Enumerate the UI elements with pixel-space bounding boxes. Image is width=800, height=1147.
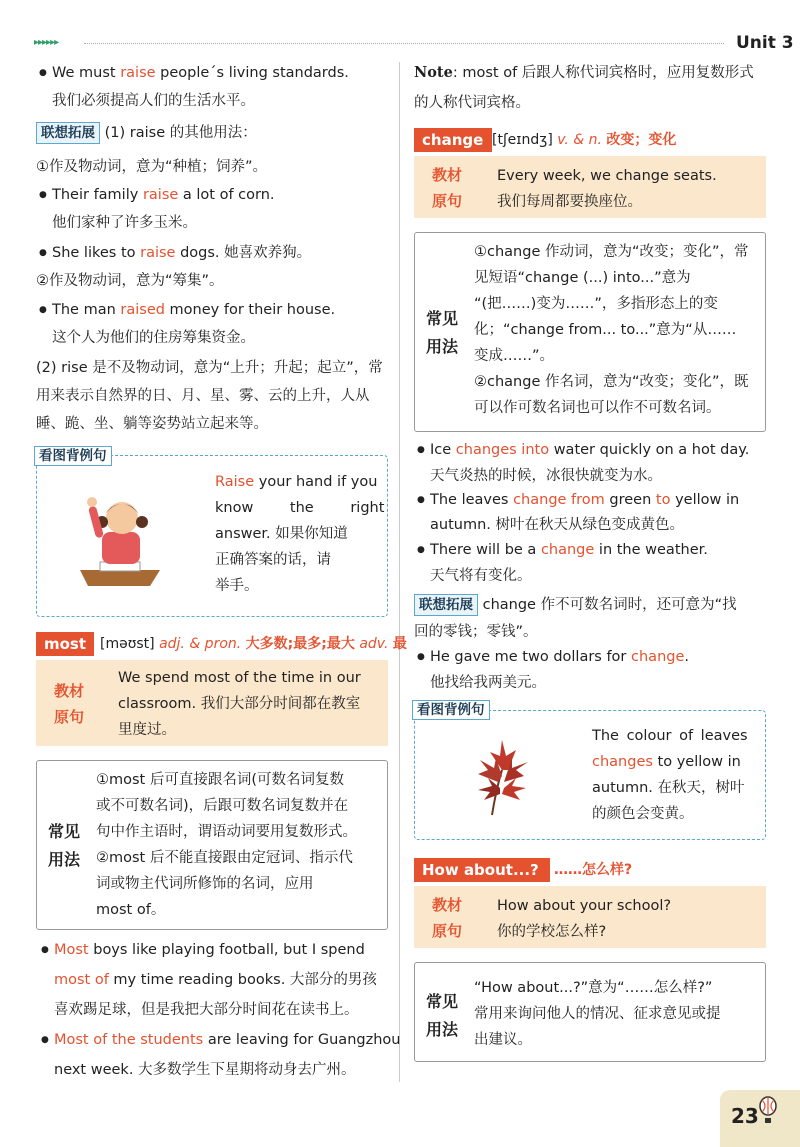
change-usage-4: 化；“change from... to...”意为“从…… (474, 322, 737, 338)
girl-raising-hand-illustration (70, 488, 170, 588)
usage-3-line1: (2) rise 是不及物动词，意为“上升；升起；起立”，常 (36, 360, 383, 376)
lianxiang-tag-2: 联想拓展 (414, 594, 478, 616)
picture-tag-1: 看图背例句 (34, 446, 112, 466)
change-usage-7: 可以作可数名词也可以作不可数名词。 (474, 400, 721, 416)
change-example-3: ● There will be a change in the weather. (430, 540, 708, 560)
example-money-cn: 这个人为他们的住房筹集资金。 (52, 330, 255, 346)
most-example-1a: ● Most boys like playing football, but I spend (54, 940, 365, 960)
howabout-jc-label1: 教材 (432, 896, 463, 914)
most-example-2a: ● Most of the students are leaving for Guangzhou (54, 1030, 400, 1050)
most-usage-3: 句中作主语时，谓语动词要用复数形式。 (96, 824, 357, 840)
example-corn: ● Their family raise a lot of corn. (52, 185, 275, 205)
change-definition: [tʃeɪndʒ] v. & n. 改变；变化 (492, 132, 677, 148)
picture-1-line4: 正确答案的话，请 (215, 552, 331, 568)
change-example-1-cn: 天气炎热的时候，冰很快就变为水。 (430, 468, 662, 484)
change-usage-1: ①change 作动词，意为“改变；变化”，常 (474, 244, 749, 260)
example-raise-cn: 我们必须提高人们的生活水平。 (52, 93, 255, 109)
change-example-2a: ● The leaves change from green to yellow in (430, 490, 739, 510)
most-orig-1: We spend most of the time in our (118, 670, 361, 686)
change-jc-label1: 教材 (432, 166, 463, 184)
page-number: 23 (731, 1104, 759, 1128)
most-cj-label1: 常见 (48, 822, 81, 841)
note: Note: most of 后跟人称代词宾格时，应用复数形式 (414, 64, 754, 81)
picture-tag-2: 看图背例句 (412, 700, 490, 720)
header-arrows: ▸▸▸▸▸▸ (34, 37, 59, 48)
example-corn-cn: 他们家种了许多玉米。 (52, 215, 197, 231)
picture-2-line4: 的颜色会变黄。 (592, 806, 694, 822)
change-orig-2: 我们每周都要换座位。 (497, 194, 642, 210)
usage-2: ②作及物动词，意为“筹集”。 (36, 273, 224, 289)
howabout-definition: ……怎么样? (554, 862, 633, 878)
most-orig-2: classroom. 我们大部分时间都在教室 (118, 696, 361, 712)
header-unit: Unit 3 (736, 33, 794, 53)
picture-1-line1: Raise your hand if you (215, 474, 378, 490)
change-usage-5: 变成……”。 (474, 348, 555, 364)
howabout-usage-1: “How about...?”意为“……怎么样?” (474, 980, 713, 996)
howabout-cj-label2: 用法 (426, 1020, 459, 1039)
most-usage-5: 词或物主代词所修饰的名词，应用 (96, 876, 314, 892)
howabout-jc-label2: 原句 (432, 922, 463, 940)
change-example-4: ● He gave me two dollars for change. (430, 647, 689, 667)
most-jc-label1: 教材 (54, 682, 85, 700)
lianxiang-1: 联想拓展 (1) raise 的其他用法： (36, 122, 257, 144)
most-definition: [məʊst] adj. & pron. 大多数;最多;最大 adv. 最 (100, 636, 407, 652)
most-usage-4: ②most 后不能直接跟由定冠词、指示代 (96, 850, 353, 866)
most-jc-label2: 原句 (54, 708, 85, 726)
usage-1: ①作及物动词，意为“种植；饲养”。 (36, 159, 268, 175)
header-rule (84, 43, 724, 44)
picture-2-line2: changes to yellow in (592, 754, 741, 770)
change-example-3-cn: 天气将有变化。 (430, 568, 532, 584)
change-example-4-cn: 他找给我两美元。 (430, 675, 546, 691)
howabout-orig-2: 你的学校怎么样? (497, 924, 607, 940)
change-cj-label1: 常见 (426, 309, 459, 328)
most-orig-3: 里度过。 (118, 722, 176, 738)
picture-1-line5: 举手。 (215, 578, 259, 594)
picture-2-line1: The colour of leaves (592, 728, 748, 744)
example-raise: ● We must raise people´s living standards. (52, 63, 349, 83)
example-dogs: ● She likes to raise dogs. 她喜欢养狗。 (52, 243, 311, 263)
howabout-usage-2: 常用来询问他人的情况、征求意见或提 (474, 1006, 721, 1022)
most-usage-6: most of。 (96, 902, 166, 918)
change-lianxiang: 联想拓展 change 作不可数名词时，还可意为“找 (414, 594, 737, 616)
picture-1-line3: answer. 如果你知道 (215, 526, 348, 542)
change-jc-label2: 原句 (432, 192, 463, 210)
howabout-orig-1: How about your school? (497, 898, 672, 914)
usage-3-line3: 睡、跪、坐、躺等姿势站立起来等。 (36, 416, 268, 432)
howabout-headword: How about...? (414, 858, 550, 882)
most-example-1b: most of my time reading books. 大部分的男孩 (54, 972, 377, 988)
change-example-2b: autumn. 树叶在秋天从绿色变成黄色。 (430, 517, 684, 533)
change-cj-label2: 用法 (426, 337, 459, 356)
picture-2-line3: autumn. 在秋天，树叶 (592, 780, 745, 796)
change-usage-6: ②change 作名词，意为“改变；变化”，既 (474, 374, 749, 390)
usage-3-line2: 用来表示自然界的日、月、星、雾、云的上升，人从 (36, 388, 370, 404)
balloon-icon (758, 1096, 778, 1126)
change-orig-1: Every week, we change seats. (497, 168, 717, 184)
change-lianxiang-2: 回的零钱；零钱”。 (414, 624, 538, 640)
column-divider (399, 62, 400, 1082)
most-cj-label2: 用法 (48, 850, 81, 869)
most-example-1c: 喜欢踢足球，但是我把大部分时间花在读书上。 (54, 1002, 359, 1018)
howabout-cj-label1: 常见 (426, 992, 459, 1011)
example-money: ● The man raised money for their house. (52, 300, 335, 320)
note-line2: 的人称代词宾格。 (414, 95, 530, 111)
change-example-1: ● Ice changes into water quickly on a hot day. (430, 440, 749, 460)
change-usage-2: 见短语“change (...) into...”意为 (474, 270, 691, 286)
most-usage-1: ①most 后可直接跟名词(可数名词复数 (96, 772, 344, 788)
change-usage-3: “(把……)变为……”，多指形态上的变 (474, 296, 718, 312)
howabout-usage-3: 出建议。 (474, 1032, 532, 1048)
autumn-leaves-illustration (462, 730, 542, 820)
change-headword: change (414, 128, 492, 152)
most-headword: most (36, 632, 94, 656)
lianxiang-tag: 联想拓展 (36, 122, 100, 144)
most-usage-2: 或不可数名词)，后跟可数名词复数并在 (96, 798, 349, 814)
most-example-2b: next week. 大多数学生下星期将动身去广州。 (54, 1062, 356, 1078)
picture-1-line2: know the right (215, 500, 385, 516)
